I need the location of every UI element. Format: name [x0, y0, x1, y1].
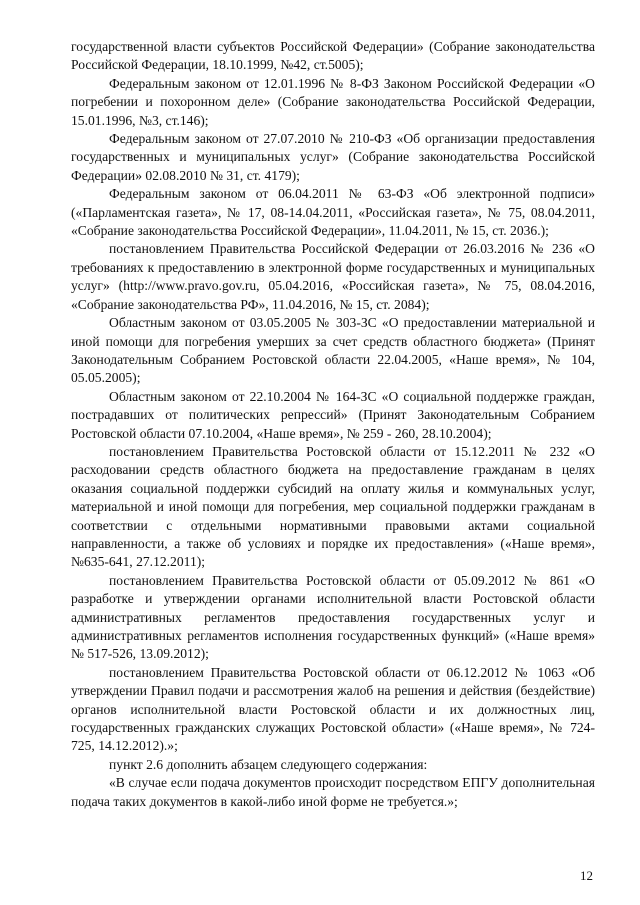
paragraph-1: государственной власти субъектов Российской Федерации» (Собрание законодательства Российской Федерации, 18.10.1999, №42, ст.5005); — [71, 39, 595, 73]
paragraph-5: постановлением Правительства Российской Федерации от 26.03.2016 № 236 «О требованиях к предоставлению в электронной форме государственных и муниципальных услуг» (http://www.pravo.gov.ru, 05.04.2016, «Российская газета», № 75, 08.04.2016, «Собрание законодательства РФ», 11.04.2016, № 15, ст. 2084); — [71, 241, 595, 312]
paragraph-2: Федеральным законом от 12.01.1996 № 8-ФЗ Законом Российской Федерации «О погребении и похоронном деле» (Собрание законодательства Российской Федерации, 15.01.1996, №3, ст.146); — [71, 75, 595, 128]
paragraph-7: Областным законом от 22.10.2004 № 164-ЗС «О социальной поддержке граждан, пострадавших от политических репрессий» (Принят Законодательным Собранием Ростовской области 07.10.2004, «Наше время», № 259 - 260, 28.10.2004); — [71, 388, 595, 441]
paragraph-8: постановлением Правительства Ростовской области от 15.12.2011 № 232 «О расходовании средств областного бюджета на предоставление гражданам в целях оказания социальной поддержки субсидий на оплату жилья и коммунальных услуг, материальной и иной помощи для погребения, мер социальной поддержки гражданам в соответствии с отдельными нормативными правовыми актами социальной направленности, а также об условиях и порядке их предоставления» («Наше время», №635-641, 27.12.2011); — [71, 443, 595, 570]
paragraph-6: Областным законом от 03.05.2005 № 303-ЗС «О предоставлении материальной и иной помощи для погребения умерших за счет средств областного бюджета» (Принят Законодательным Собранием Ростовской области 22.04.2005, «Наше время», № 104, 05.05.2005); — [71, 315, 595, 386]
paragraph-4: Федеральным законом от 06.04.2011 № 63-ФЗ «Об электронной подписи» («Парламентская газета», № 17, 08-14.04.2011, «Российская газета», № 75, 08.04.2011, «Собрание законодательства Российской Федерации», 11.04.2011, № 15, ст. 2036.); — [71, 186, 595, 239]
paragraph-3: Федеральным законом от 27.07.2010 № 210-ФЗ «Об организации предоставления государственных и муниципальных услуг» (Собрание законодательства Российской Федерации» 02.08.2010 № 31, ст. 4179); — [71, 131, 595, 183]
paragraph-9: постановлением Правительства Ростовской области от 05.09.2012 № 861 «О разработке и утверждении органами исполнительной власти Ростовской области административных регламентов предоставления государственных услуг и административных регламентов исполнения государственных функций» («Наше время» № 517-526, 13.09.2012); — [71, 572, 595, 662]
paragraph-11: пункт 2.6 дополнить абзацем следующего содержания: — [109, 756, 428, 772]
document-body — [71, 38, 595, 811]
paragraph-12: «В случае если подача документов происходит посредством ЕПГУ дополнительная подача таких документов в какой-либо иной форме не требуется.»; — [71, 775, 595, 809]
paragraph-10: постановлением Правительства Ростовской области от 06.12.2012 № 1063 «Об утверждении Правил подачи и рассмотрения жалоб на решения и действия (бездействие) органов исполнительной власти Ростовской области и их должностных лиц, государственных гражданских служащих Ростовской области» («Наше время», № 724-725, 14.12.2012).»; — [71, 664, 595, 754]
page-number: 12 — [580, 868, 593, 883]
